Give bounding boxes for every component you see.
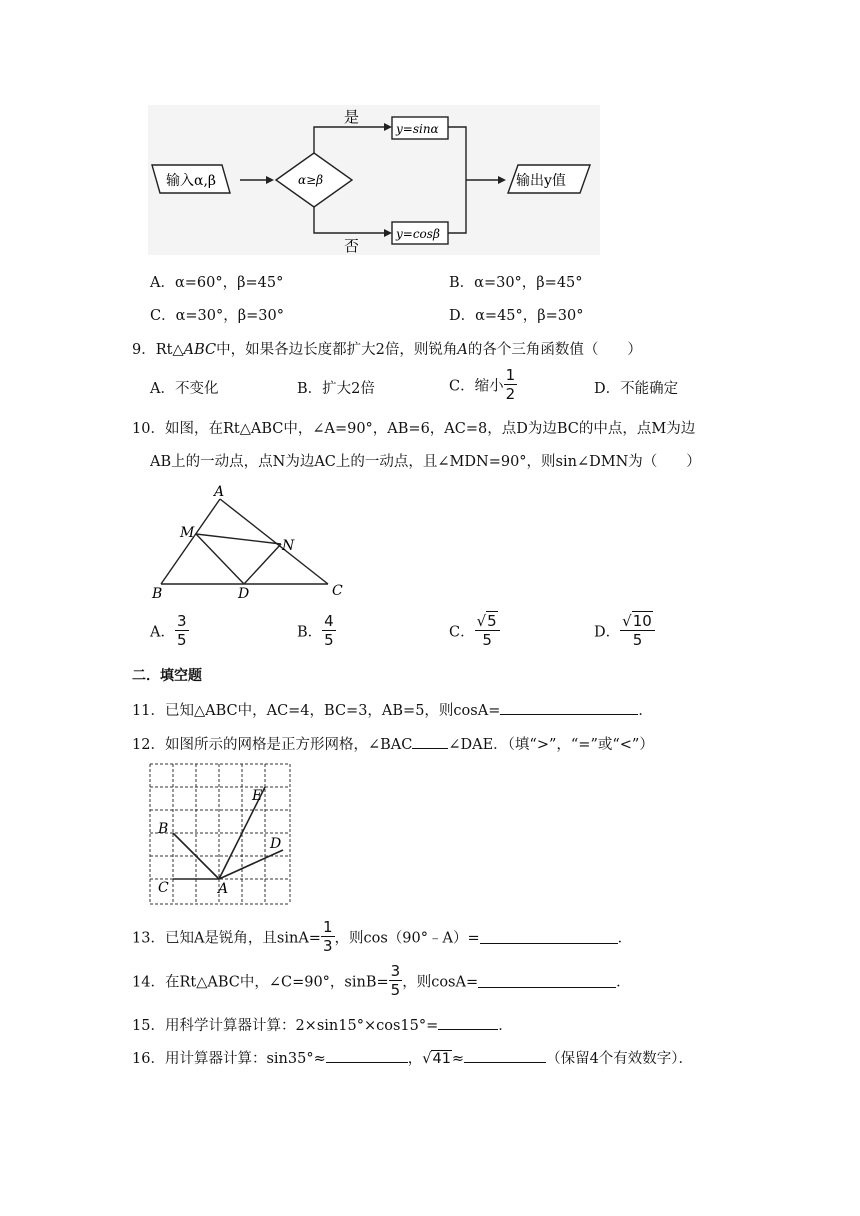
- q10-line1: 10．如图，在Rt△ABC中，∠A=90°，AB=6，AC=8，点D为边BC的中点，点M为边: [132, 421, 696, 437]
- q10-line2: AB上的一动点，点N为边AC上的一动点，且∠MDN=90°，则sin∠DMN为（ ）: [150, 454, 701, 470]
- condition-text: α≥β: [298, 173, 324, 187]
- q9-option-b: B．扩大2倍: [297, 381, 375, 397]
- q9-option-c: C．缩小 $\frac{1}{2}$: [449, 366, 516, 403]
- grid-label-b: B: [158, 821, 169, 837]
- q14: 14．在Rt△ABC中，∠C=90°，sinB= $\frac{3}{5}$ ，则cosA= ．: [132, 962, 631, 999]
- q9-option-a: A．不变化: [150, 381, 219, 397]
- q10-option-d: D． $\frac{√10}{5}$: [594, 614, 655, 648]
- q13: 13．已知A是锐角，且sinA= $\frac{1}{3}$ ，则cos（90°﹣A）= ．: [132, 918, 633, 955]
- grid-label-e: E: [252, 788, 263, 804]
- grid-figure: [148, 762, 294, 908]
- label-c: C: [332, 583, 343, 599]
- yes-box-text: y=sinα: [396, 122, 439, 136]
- q9-stem: 9．Rt△ABC中，如果各边长度都扩大2倍，则锐角A的各个三角函数值（ ）: [132, 342, 642, 358]
- no-box-text: y=cosβ: [396, 227, 440, 241]
- q10-option-a: A． $\frac{3}{5}$: [150, 612, 187, 649]
- label-a: A: [214, 484, 225, 500]
- section-title: 二．填空题: [132, 668, 202, 684]
- input-text: 输入α,β: [166, 173, 216, 189]
- label-m: M: [180, 525, 195, 541]
- output-text: 输出y值: [516, 173, 566, 189]
- q8-option-c: C．α=30°，β=30°: [150, 308, 284, 324]
- label-n: N: [282, 538, 295, 554]
- q8-option-b: B．α=30°，β=45°: [449, 275, 583, 291]
- grid-label-c: C: [158, 880, 169, 896]
- label-b: B: [152, 586, 163, 602]
- q10-option-b: B． $\frac{4}{5}$: [297, 612, 334, 649]
- flowchart: [148, 105, 600, 255]
- label-d: D: [238, 586, 250, 602]
- q9-option-d: D．不能确定: [594, 381, 679, 397]
- q15: 15．用科学计算器计算：2×sin15°×cos15°= ．: [132, 1018, 513, 1034]
- q11: 11．已知△ABC中，AC=4，BC=3，AB=5，则cosA= ．: [132, 703, 653, 719]
- q8-option-a: A．α=60°，β=45°: [150, 275, 284, 291]
- grid-label-d: D: [270, 836, 282, 852]
- q12: 12．如图所示的网格是正方形网格，∠BAC ∠DAE．（填“>”，“=”或“<”）: [132, 737, 654, 753]
- q10-option-c: C． $\frac{√5}{5}$: [449, 614, 500, 648]
- yes-label: 是: [344, 108, 360, 126]
- grid-label-a: A: [218, 881, 229, 897]
- no-label: 否: [344, 237, 360, 255]
- triangle-figure: [148, 484, 348, 604]
- q16: 16．用计算器计算：sin35°≈ ，√41≈ （保留4个有效数字）．: [132, 1051, 694, 1067]
- q8-option-d: D．α=45°，β=30°: [449, 308, 584, 324]
